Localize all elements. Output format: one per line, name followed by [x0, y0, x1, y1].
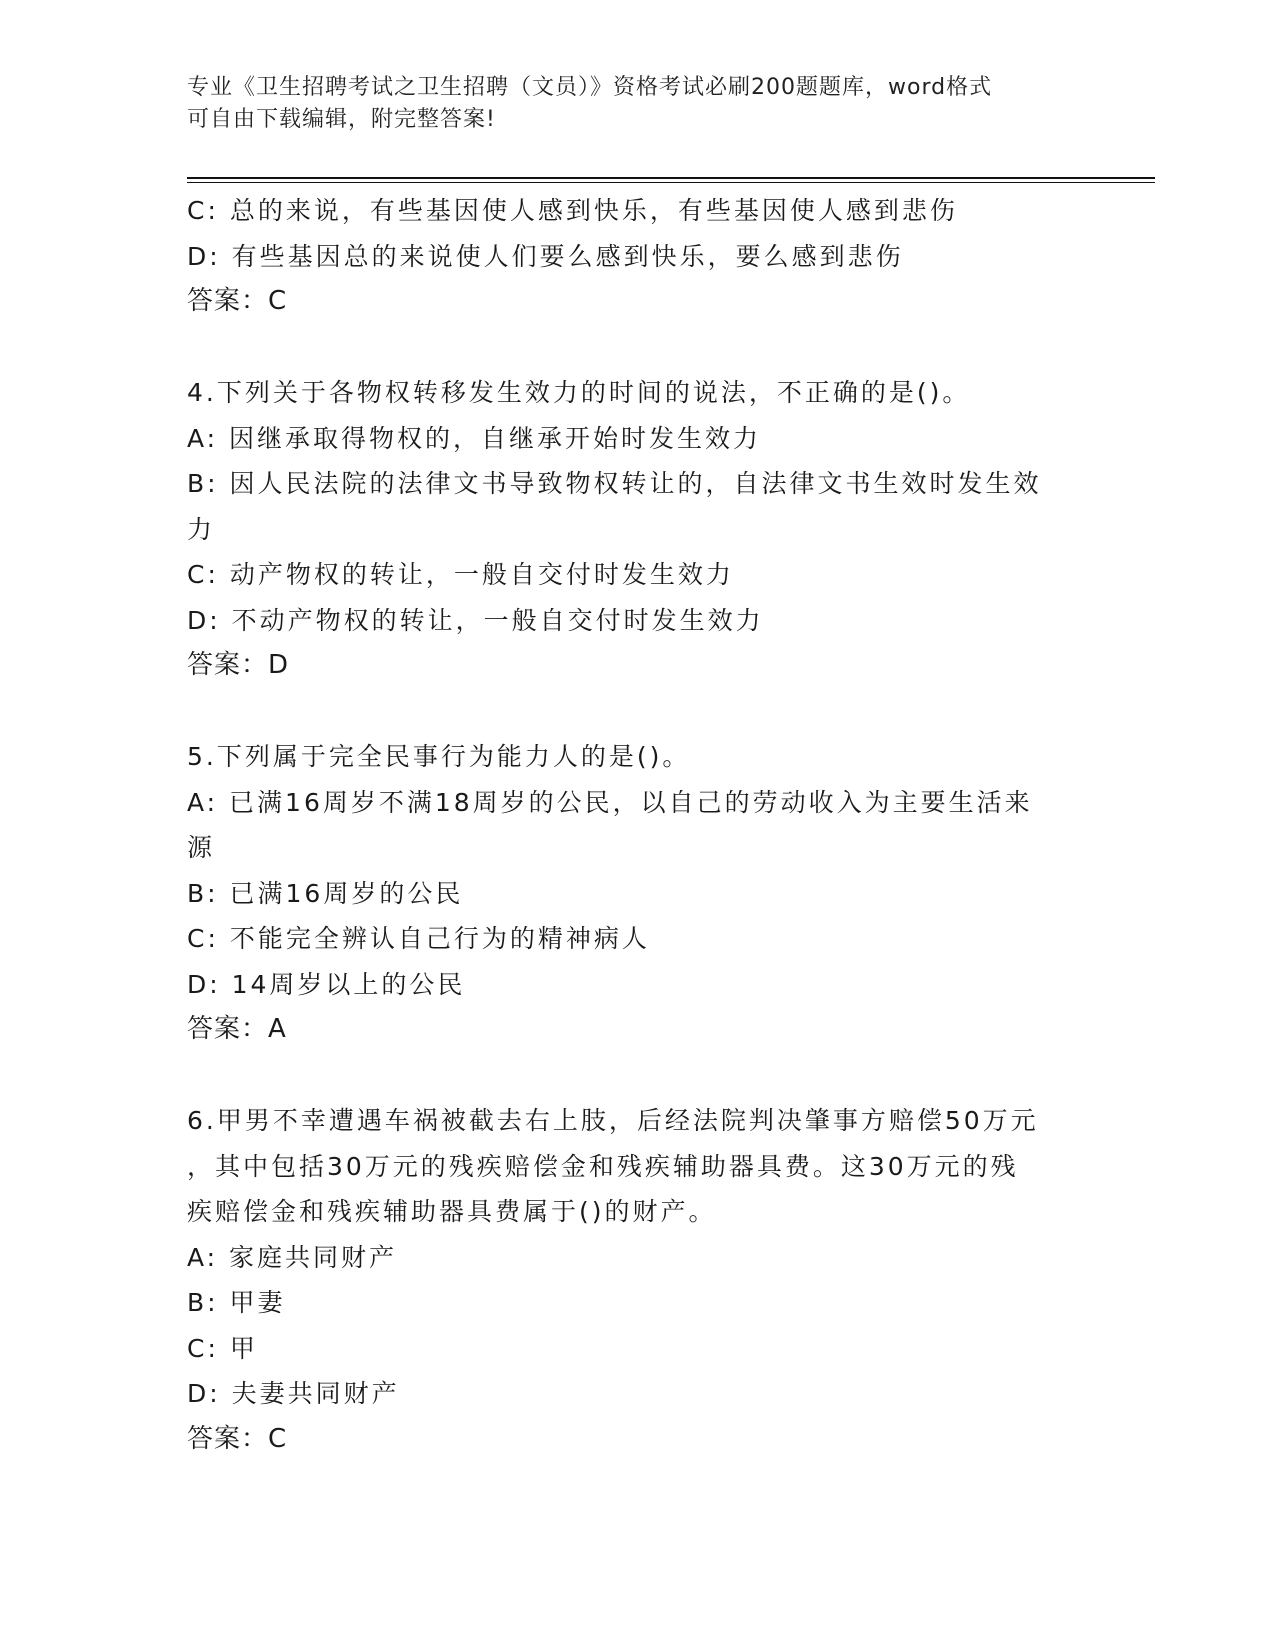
question-block	[187, 188, 1087, 325]
option-line: C: 总的来说，有些基因使人感到快乐，有些基因使人感到悲伤	[187, 196, 958, 225]
block-spacer	[187, 689, 1087, 735]
option-line: C: 动产物权的转让，一般自交付时发生效力	[187, 560, 734, 589]
block-spacer	[187, 325, 1087, 371]
header-rule-thin	[187, 182, 1155, 183]
option-line: A: 家庭共同财产	[187, 1242, 398, 1272]
question-block	[187, 734, 1087, 1053]
document-header	[187, 72, 1067, 136]
question-stem-wrap: 疾赔偿金和残疾辅助器具费属于()的财产。	[187, 1197, 717, 1226]
question-stem: 6.甲男不幸遭遇车祸被截去右上肢，后经法院判决肇事方赔偿50万元	[187, 1106, 1039, 1135]
question-list	[187, 188, 1087, 1462]
answer-line: 答案：C	[187, 286, 288, 316]
header-rule-thick	[187, 177, 1155, 179]
answer-line: 答案：C	[187, 1423, 288, 1454]
option-line: C: 甲	[187, 1333, 258, 1363]
option-line: B: 因人民法院的法律文书导致物权转让的，自法律文书生效时发生效	[187, 469, 1042, 498]
option-line: D: 14周岁以上的公民	[187, 969, 466, 999]
header-title-line-1: 专业《卫生招聘考试之卫生招聘（文员）》资格考试必刷200题题库，word格式	[187, 75, 993, 100]
block-spacer	[187, 1053, 1087, 1099]
header-title-line-2: 可自由下载编辑，附完整答案!	[187, 107, 496, 132]
answer-line: 答案：A	[187, 1014, 287, 1044]
question-stem-wrap: ，其中包括30万元的残疾赔偿金和残疾辅助器具费。这30万元的残	[187, 1151, 1019, 1181]
option-line: B: 已满16周岁的公民	[187, 878, 464, 908]
option-line: A: 已满16周岁不满18周岁的公民，以自己的劳动收入为主要生活来	[187, 787, 1033, 817]
option-line-wrap: 源	[187, 833, 216, 862]
option-line-wrap: 力	[187, 514, 216, 544]
option-line: B: 甲妻	[187, 1288, 286, 1317]
option-line: D: 夫妻共同财产	[187, 1379, 400, 1408]
option-line: A: 因继承取得物权的，自继承开始时发生效力	[187, 423, 762, 453]
option-line: D: 有些基因总的来说使人们要么感到快乐，要么感到悲伤	[187, 241, 904, 271]
question-stem: 4.下列关于各物权转移发生效力的时间的说法，不正确的是()。	[187, 378, 971, 407]
question-stem: 5.下列属于完全民事行为能力人的是()。	[187, 742, 691, 771]
option-line: D: 不动产物权的转让，一般自交付时发生效力	[187, 605, 764, 635]
question-block	[187, 370, 1087, 689]
answer-line: 答案：D	[187, 650, 290, 680]
question-block	[187, 1098, 1087, 1462]
option-line: C: 不能完全辨认自己行为的精神病人	[187, 924, 650, 953]
